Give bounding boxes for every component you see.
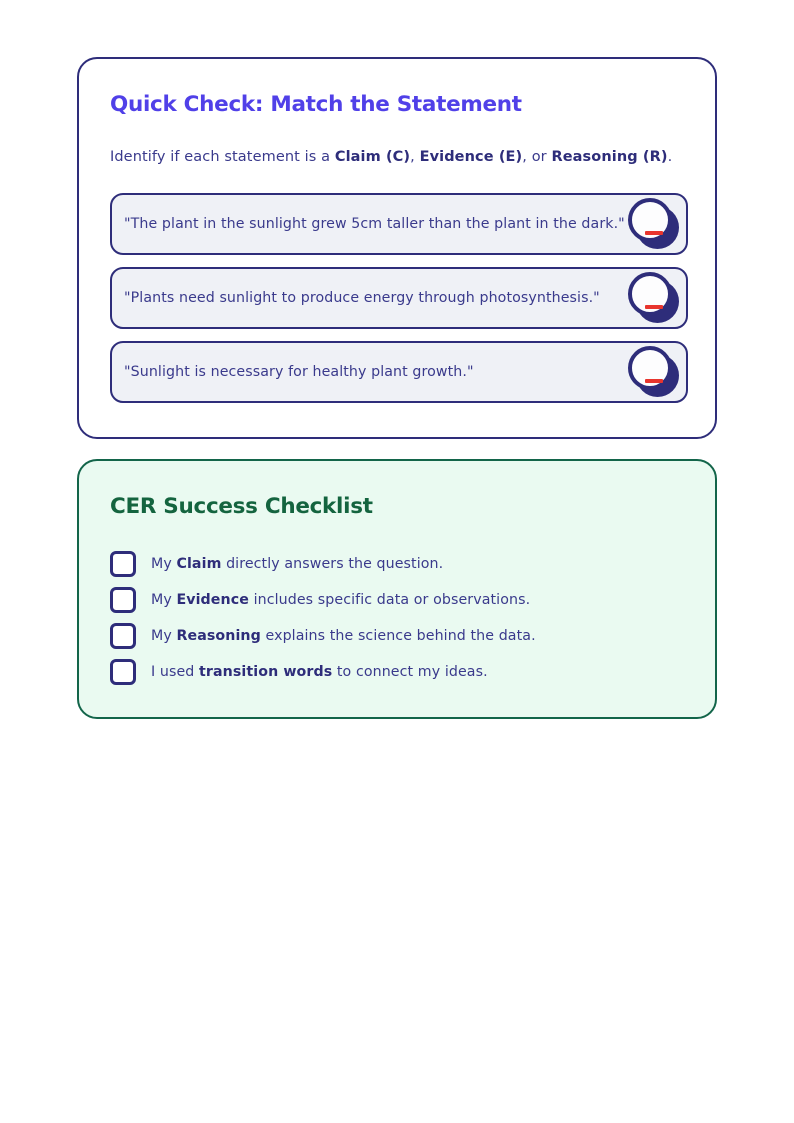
list-item[interactable] [110,618,688,654]
label-keyword: Reasoning [176,628,261,644]
statement-list [110,193,688,403]
checkbox-evidence[interactable] [110,587,136,613]
blank-answer-circle-icon[interactable] [628,272,672,316]
quick-check-instruction [110,149,672,165]
checklist-title: CER Success Checklist [110,494,373,519]
label-prefix: I used [151,664,200,680]
instruction-lead: Identify if each statement is a [110,149,335,165]
quick-check-card [77,57,717,439]
checklist-item-label [151,592,530,608]
label-suffix: explains the science behind the data. [260,628,536,644]
answer-dash-icon [645,379,663,383]
term-reasoning: Reasoning (R) [551,149,668,165]
quick-check-title: Quick Check: Match the Statement [110,92,522,117]
instruction-sep-2: , or [522,149,552,165]
answer-dash-icon [645,305,663,309]
cer-checklist-card [77,459,717,719]
answer-badge[interactable] [628,346,680,398]
statement-text: "The plant in the sunlight grew 5cm taller than the plant in the dark." [124,216,625,232]
checkbox-transition-words[interactable] [110,659,136,685]
label-keyword: Evidence [176,592,249,608]
label-prefix: My [151,628,177,644]
label-prefix: My [151,556,177,572]
label-suffix: includes specific data or observations. [248,592,531,608]
instruction-sep-1: , [410,149,420,165]
answer-badge[interactable] [628,272,680,324]
answer-dash-icon [645,231,663,235]
instruction-end: . [667,149,673,165]
label-suffix: directly answers the question. [221,556,444,572]
label-keyword: transition words [199,664,333,680]
checkbox-reasoning[interactable] [110,623,136,649]
checkbox-claim[interactable] [110,551,136,577]
answer-badge[interactable] [628,198,680,250]
list-item[interactable] [110,582,688,618]
blank-answer-circle-icon[interactable] [628,346,672,390]
statement-row [110,341,688,403]
statement-row [110,267,688,329]
checklist-item-label [151,556,443,572]
label-suffix: to connect my ideas. [332,664,488,680]
blank-answer-circle-icon[interactable] [628,198,672,242]
list-item[interactable] [110,546,688,582]
statement-text: "Sunlight is necessary for healthy plant growth." [124,364,474,380]
term-evidence: Evidence (E) [419,149,523,165]
term-claim: Claim (C) [334,149,411,165]
label-keyword: Claim [176,556,222,572]
checklist-item-label [151,628,536,644]
label-prefix: My [151,592,177,608]
list-item[interactable] [110,654,688,690]
statement-row [110,193,688,255]
statement-text: "Plants need sunlight to produce energy through photosynthesis." [124,290,600,306]
checklist-item-label [151,664,488,680]
checklist-items [110,546,688,690]
